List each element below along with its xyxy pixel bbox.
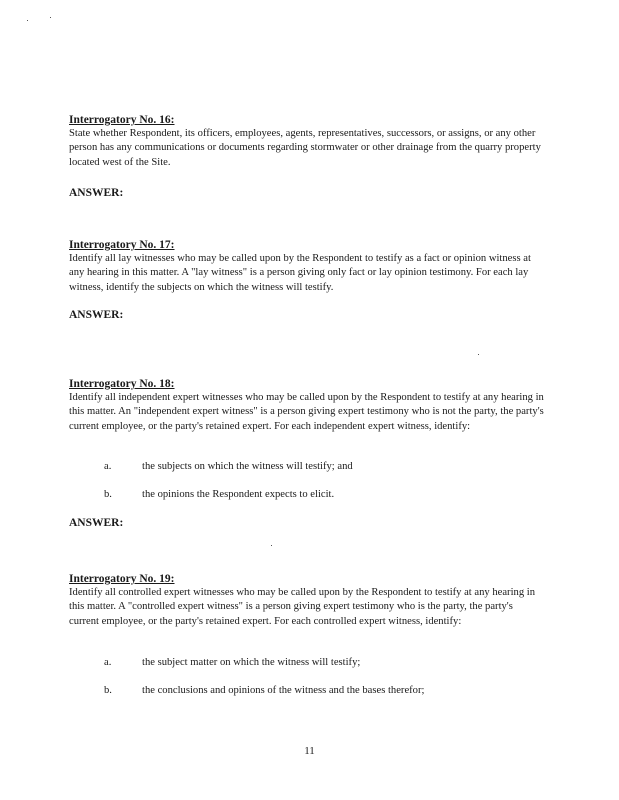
interrogatory-text: State whether Respondent, its officers, employees, agents, representatives, successors, or assigns, or any other person has any communications or documents regarding stormwater or other drainage from the quarry property located west of the Site. — [69, 128, 541, 168]
interrogatory-heading: Interrogatory No. 16: — [69, 114, 175, 126]
list-item-text: the subject matter on which the witness will testify; — [142, 657, 361, 668]
list-item — [104, 656, 544, 670]
scan-speck — [27, 20, 28, 21]
interrogatory-17 — [69, 238, 545, 295]
scan-speck — [478, 354, 479, 355]
interrogatory-16 — [69, 113, 545, 170]
answer-label: ANSWER: — [69, 187, 124, 199]
interrogatory-heading: Interrogatory No. 19: — [69, 573, 175, 585]
list-item — [104, 488, 544, 502]
answer-label: ANSWER: — [69, 309, 124, 321]
list-item-letter: a. — [104, 461, 112, 472]
interrogatory-text: Identify all controlled expert witnesses who may be called upon by the Respondent to testify at any hearing in this matter. A "controlled expert witness" is a person giving expert testimony who is the party, the party's current employee, or the party's retained expert. For each controlled expert witness, identify: — [69, 587, 536, 627]
answer-label: ANSWER: — [69, 517, 124, 529]
list-item-letter: b. — [104, 685, 112, 696]
list-item-letter: b. — [104, 489, 112, 500]
interrogatory-19 — [69, 572, 545, 629]
interrogatory-18 — [69, 377, 545, 434]
list-item — [104, 460, 544, 474]
interrogatory-text: Identify all lay witnesses who may be called upon by the Respondent to testify as a fact or opinion witness at any hearing in this matter. A "lay witness" is a person giving only fact or lay opinion testimony. For each lay witness, identify the subjects on which the witness will testify. — [69, 253, 531, 293]
list-item-text: the subjects on which the witness will testify; and — [142, 461, 353, 472]
scan-speck — [50, 17, 51, 18]
interrogatory-heading: Interrogatory No. 18: — [69, 378, 175, 390]
interrogatory-text: Identify all independent expert witnesses who may be called upon by the Respondent to testify at any hearing in this matter. An "independent expert witness" is a person giving expert testimony who is not the party, the party's current employee, or the party's retained expert. For each independent expert witness, identify: — [69, 392, 544, 432]
list-item-letter: a. — [104, 657, 112, 668]
list-item-text: the conclusions and opinions of the witness and the bases therefor; — [142, 685, 425, 696]
page-number: 11 — [304, 745, 315, 757]
list-item-text: the opinions the Respondent expects to elicit. — [142, 489, 335, 500]
interrogatory-heading: Interrogatory No. 17: — [69, 239, 175, 251]
scan-speck — [271, 545, 272, 546]
list-item — [104, 684, 544, 698]
